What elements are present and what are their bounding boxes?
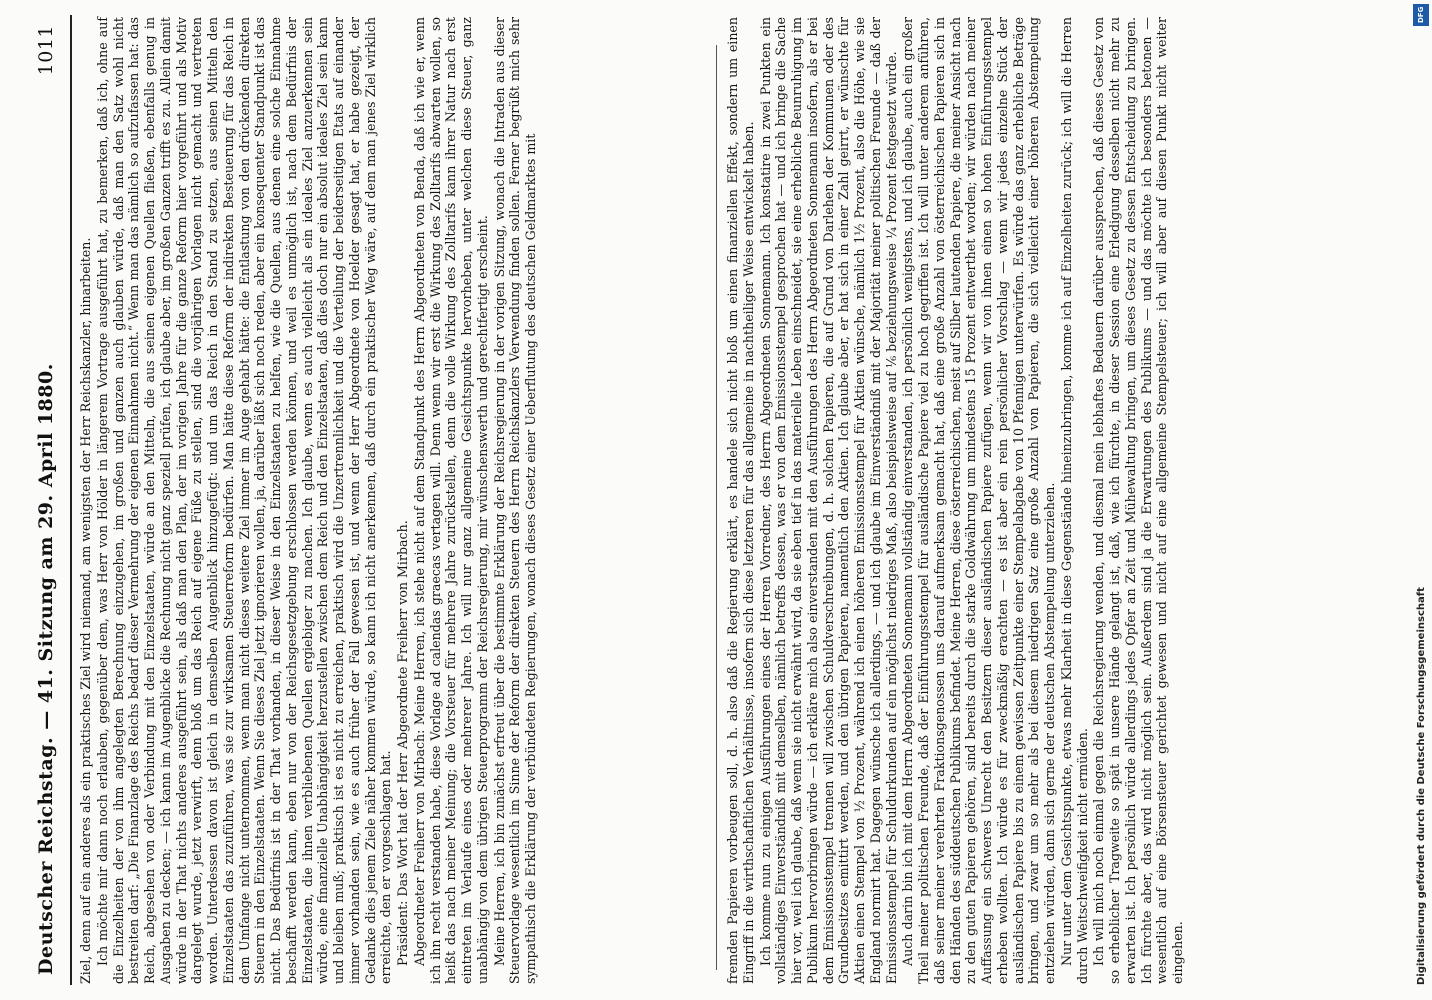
paragraph: Auch darin bin ich mit dem Herrn Abgeordneten Sonnemann vollständig einverstanden, ich persönlich wenigstens, und ich glaube, auch ein großer Theil meiner politischen Freunde, daß der Einführungsstempel für ausländische Papiere viel zu hoch gegriffen ist. Ich will unter anderem anführen, daß seiner meiner verehrten Fraktionsgenossen uns darauf aufmerksam gemacht hat, daß eine große Anzahl von österreichischen Papieren sich in den Händen des süddeutschen Publikums befindet. Meine Herren, diese österreichischen, meist auf Silber lautenden Papiere, die meiner Ansicht nach zu den guten Papieren gehören, sind bereits durch die starke Goldwährung um mindestens 15 Prozent entwerthet worden; wir würden nach meiner Auffassung ein schweres Unrecht den Besitzern dieser ausländischen Papiere zufügen, wenn wir von ihnen einen so hohen Einführungsstempel erheben wollten. Ich würde es für zweckmäßig erachten — es ist aber ein rein persönlicher Vorschlag — wenn wir jedes einzelne Stück der ausländischen Papiere bis zu einem gewissen Zeitpunkte einer Stempelabgabe von 10 Pfennigen unterwürfen. Es würde das ganz erhebliche Beträge bringen, und zwar um so mehr als bei diesem niedrigen Satz eine große Anzahl von Papieren, die sich vielleicht einer höheren Abstempelung entziehen würden, dann sich gerne der deutschen Abstempelung unterziehen.	[900, 17, 1057, 984]
digitization-note: Digitalisierung gefördert durch die Deutsche Forschungsgemeinschaft	[1415, 587, 1427, 985]
paragraph: Ich komme nun zu einigen Ausführungen eines der Herren Vorredner, des Herrn Abgeordneten Sonnemann. Ich konstatire in zwei Punkten ein vollständiges Einverständniß mit demselben, nämlich betreffs dessen, was er von dem Emissionsstempel gesprochen hat — und ich bringe die Sache hier vor, weil ich glaube, daß wenn sie nicht erwähnt wird, da sie eben tief in das materielle Leben einschneidet, sie eine erhebliche Beunruhigung im Publikum hervorbringen würde — ich erkläre mich also einverstanden mit den Ausführungen des Herrn Abgeordneten Sonnemann insofern, als er bei dem Emissionsstempel trennen will zwischen Schuldverschreibungen, d. h. solchen Papieren, die auf Grund von Darlehen der Kommunen oder des Grundbesitzes emittirt werden, und den übrigen Papieren, namentlich den Aktien. Ich glaube aber, er hat sich in einer Zahl geirrt, er wünschte für Aktien einen Stempel von ½ Prozent, während ich einen höheren Emissionsstempel für Aktien wünsche, nämlich 1½ Prozent, also die Höhe, wie sie England normirt hat. Dagegen wünsche ich allerdings, — und ich glaube im Einverständniß mit der Majorität meiner politischen Freunde — daß der Emissionsstempel für Schuldurkunden auf ein möglichst niedriges Maß, also beispielsweise auf ⅙ beziehungsweise ¼ Prozent festgesetzt würde.	[757, 17, 899, 984]
text-column-right	[725, 13, 1380, 988]
paragraph: fremden Papieren vorbeugen soll, d. h. also daß die Regierung erklärt, es handele sich nicht bloß um einen finanziellen Effekt, sondern um einen Eingriff in die wirthschaftlichen Verhältnisse, insofern sich diese letzteren für das allgemeine in nachtheiliger Weise entwickelt haben.	[725, 17, 756, 984]
column-divider	[716, 45, 717, 970]
paragraph: Ich möchte mir dann noch erlauben, gegenüber dem, was Herr von Hölder in längerem Vortrage ausgeführt hat, zu bemerken, daß ich, ohne auf die Einzelheiten der von ihm angelegten Berechnung einzugehen, im großen und ganzen auch glauben würde, daß man den Satz wohl nicht bestreiten darf: „Die Finanzlage des Reichs bedarf dieser Vermehrung der eigenen Einnahmen nicht.“ Wenn man das nämlich so aufzufassen hat: das Reich, abgesehen von oder Verbindung mit den Einzelstaaten, würde an den Mitteln, die aus seinen eigenen Quellen fließen, ebenfalls genug in Ausgaben zu decken; — ich kann im Augenblicke die Rechnung nicht ganz speziell prüfen, ich glaube aber, im großen Ganzen trifft es zu. Allein damit würde in der That nichts anderes ausgeführt sein, als daß man den Plan, der im vorigen Jahre für die ganze Reform hier vorgeführt und als Motiv dargelegt wurde, jetzt verwirft, denn bloß um das Reich auf eigene Füße zu stellen, sind die vorjährigen Vorlagen nicht gemacht und vertreten worden. Unterdessen davon ist gleich in demselben Augenblick hinzugefügt: und um das Reich in den Stand zu setzen, aus seinen Mitteln den Einzelstaaten das zuzuführen, was sie zur wirksamen Steuerreform bedürfen. Man hätte diese Reform der indirekten Besteuerung für das Reich in dem Umfange nicht unternommen, wenn man nicht dieses weitere Ziel immer im Auge gehabt hätte: die Entlastung von den drückenden direkten Steuern in den Einzelstaaten. Wenn Sie dieses Ziel jetzt ignorieren wollen, ja, darüber läßt sich noch reden, aber ein konsequenter Standpunkt ist das nicht. Das Bedürfnis ist in der That vorhanden, in dieser Weise in den Einzelstaaten zu helfen, wie die Quellen, aus denen eine solche Einnahme beschafft werden kann, eben nur von der Reichsgesetzgebung erschlossen werden können, und weil es unmöglich ist, nach dem Bedürfnis der Einzelstaaten, die ihnen verbliebenen Quellen ergiebiger zu machen. Ich glaube, wenn es auch vielleicht als ein ideales Ziel anzuerkennen sein würde, eine finanzielle Unabhängigkeit herzustellen zwischen dem Reich und den Einzelstaaten, daß dies doch nur ein absolut ideales Ziel sein kann und bleiben muß; praktisch ist es nicht zu erreichen, praktisch wird die Unzertrennlichkeit und die Verteilung der beiderseitigen Etats auf einander immer vorhanden sein, wie es auch früher der Fall gewesen ist, und wenn der Herr Abgeordnete von Hoelder gesagt hat, er habe gezeigt, der Gedanke dies jenem Ziele näher kommen würde, so kann ich nicht anerkennen, daß durch ein praktischer Weg wäre, auf dem man jenes Ziel wirklich erreichte, den er vorgeschlagen hat.	[94, 17, 394, 984]
page-number: 1011	[35, 25, 57, 76]
header-rule	[70, 15, 72, 985]
running-title: Deutscher Reichstag. — 41. Sitzung am 29. April 1880.	[35, 363, 57, 975]
paragraph: Ich will mich noch einmal gegen die Reichsregierung wenden, und diesmal mein lebhaftes Bedauern darüber aussprechen, daß dieses Gesetz von so erheblicher Tragweite so spät in unsere Hände gelangt ist, daß, wie ich fürchte, in dieser Session eine Erledigung desselben nicht mehr zu erwarten ist. Ich persönlich würde allerdings jedes Opfer an Zeit und Mühewaltung bringen, um dieses Gesetz zu dessen Entscheidung zu bringen. Ich fürchte aber, das wird nicht möglich sein. Außerdem sind ja die Erwartungen des Publikums — und das möchte ich besonders betonen — wesentlich auf eine Börsensteuer gerichtet gewesen und nicht auf eine allgemeine Stempelsteuer; ich will aber auf diesen Punkt nicht weiter eingehen.	[1091, 17, 1185, 984]
text-column-left	[78, 13, 714, 988]
paragraph: Präsident: Das Wort hat der Herr Abgeordnete Freiherr von Mirbach.	[395, 520, 410, 966]
paragraph: Meine Herren, ich bin zunächst erfreut über die bestimmte Erklärung der Reichsregierung in der vorigen Sitzung, wonach die Intraden aus dieser Steuervorlage wesentlich im Sinne der Reform der direkten Steuern des Herrn Reichskanzlers Verwendung finden sollen. Ferner begrüßt mich sehr sympathisch die Erklärung der verbündeten Regierungen, wonach dieses Gesetz einer Ueberflutung des deutschen Geldmarktes mit	[491, 17, 538, 984]
dfg-logo: DFG	[1413, 4, 1429, 26]
paragraph: Abgeordneter Freiherr von Mirbach: Meine Herren, ich stehe nicht auf dem Standpunkt des Herrn Abgeordneten von Benda, daß ich wie er, wenn ich ihn recht verstanden habe, diese Vorlage ad calendas graecas vertagen will. Denn wenn wir erst die Wirkung des Zolltarifs abwarten wollen, so heißt das nach meiner Meinung; die Vorsteuer für mehrere Jahre zurückstellen, denn die volle Wirkung des Zolltarifs kann ihrer Natur nach erst eintreten im Verlaufe eines oder mehrerer Jahre. Ich will nur ganz allgemeine Gesichtspunkte hervorheben, unter welchen diese Steuer, ganz unabhängig von dem übrigen Steuerprogramm der Reichsregierung, mir wünschenswerth und gerechtfertigt erscheint.	[411, 17, 490, 984]
paragraph: Ziel, denn auf ein anderes als ein praktisches Ziel wird niemand, am wenigsten der Herr Reichskanzler, hinarbeiten.	[78, 237, 93, 984]
page-header	[30, 15, 62, 985]
paragraph: Nur unter dem Gesichtspunkte, etwas mehr Klarheit in diese Gegenstände hineinzubringen, komme ich auf Einzelheiten zurück; ich will die Herren durch Weitschweifigkeit nicht ermüden.	[1058, 17, 1090, 984]
